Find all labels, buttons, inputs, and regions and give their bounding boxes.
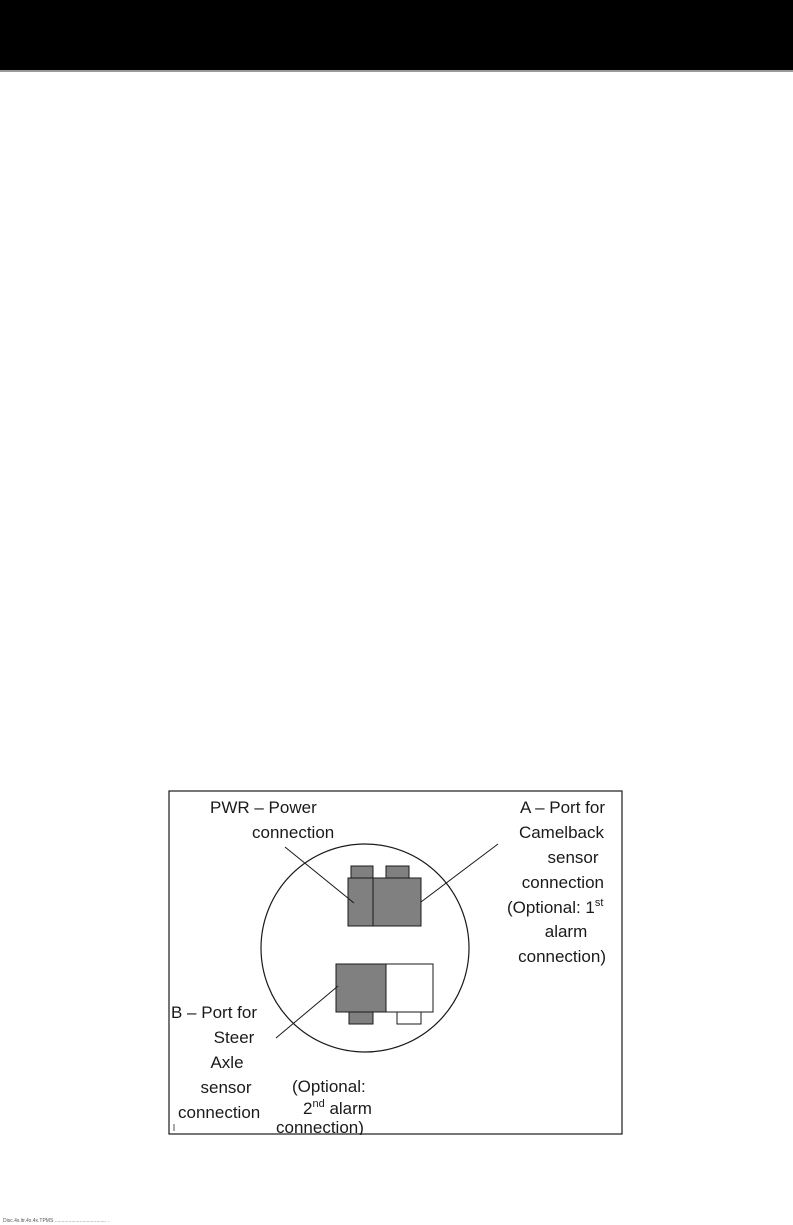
port-b-label-line4: sensor (200, 1078, 252, 1097)
optional-2nd-label-line3: connection) (276, 1118, 364, 1135)
port-b-label-line2: Steer (213, 1028, 255, 1047)
port-b-label-line3: Axle (210, 1053, 244, 1072)
port-a-label-line4: connection (521, 873, 604, 892)
port-b-label-line1: B – Port for (171, 1003, 257, 1022)
pwr-label-line2: connection (252, 823, 335, 842)
port-b-connector (336, 964, 386, 1012)
pwr-connector (348, 878, 373, 926)
optional-alarm-connector-tab (397, 1012, 421, 1024)
port-a-label-line5 (507, 897, 603, 917)
port-a-connector (373, 878, 421, 926)
port-a-label-line5-sup: st (594, 897, 604, 909)
port-diagram-svg (168, 790, 623, 1135)
port-a-label-line5-text: (Optional: 1 (507, 898, 595, 917)
port-a-label-line2: Camelback (518, 823, 604, 842)
port-b-label-line5: connection (178, 1103, 261, 1122)
port-a-label-line3: sensor (547, 848, 599, 867)
port-a-label-line7: connection) (518, 947, 606, 966)
port-a-label-line1: A – Port for (519, 798, 605, 817)
header-bar (0, 0, 793, 70)
footer-text: Disc.4x.itr.4x.4x.TPMS ..................................... . (3, 1218, 109, 1224)
optional-2nd-label-line1: (Optional: (292, 1077, 366, 1096)
optional-alarm-connector (386, 964, 433, 1012)
optional-2nd-label-line2-text: alarm (324, 1099, 372, 1118)
port-a-connector-tab (386, 866, 409, 878)
header-rule (0, 70, 793, 72)
optional-2nd-label-line2-sup: nd (312, 1098, 325, 1110)
pwr-label-line1: PWR – Power (210, 798, 317, 817)
port-a-label-line6: alarm (544, 922, 588, 941)
port-b-connector-tab (349, 1012, 373, 1024)
pwr-connector-tab (351, 866, 373, 878)
optional-2nd-label-line2-num: 2 (303, 1099, 313, 1118)
port-diagram (168, 790, 623, 1135)
